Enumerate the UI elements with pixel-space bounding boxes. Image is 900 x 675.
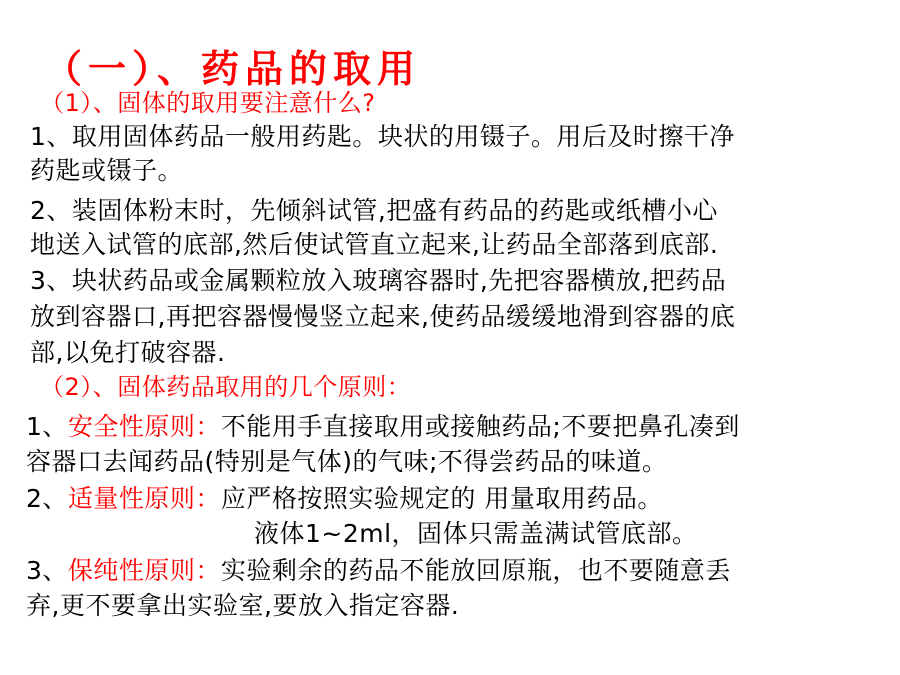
- principle3-line1: [26, 556, 731, 586]
- principle1-text2: 容器口去闻药品(特别是气体)的气味;不得尝药品的味道。: [26, 447, 668, 476]
- principle1-name: 安全性原则：: [67, 412, 221, 441]
- principle1-number: 1、: [26, 412, 68, 441]
- principle1-text1: 不能用手直接取用或接触药品;不要把鼻孔凑到: [220, 412, 740, 441]
- section1-heading: （1）、固体的取用要注意什么?: [40, 89, 376, 117]
- principle2-text1: 应严格按照实验规定的 用量取用药品。: [220, 484, 663, 513]
- principle2-line1: [26, 484, 663, 514]
- slide-title: （一）、药品的取用: [44, 47, 422, 91]
- item3-line2: 放到容器口,再把容器慢慢竖立起来,使药品缓缓地滑到容器的底: [30, 302, 736, 331]
- item2-line1: 2、装固体粉末时，先倾斜试管,把盛有药品的药匙或纸槽小心: [30, 196, 718, 225]
- principle3-number: 3、: [26, 556, 68, 585]
- item3-line1: 3、块状药品或金属颗粒放入玻璃容器时,先把容器横放,把药品: [30, 266, 727, 295]
- principle1-line1: [26, 412, 740, 442]
- principle3-text1: 实验剩余的药品不能放回原瓶，也不要随意丢: [220, 556, 731, 585]
- principle2-text2: 液体1~2ml，固体只需盖满试管底部。: [254, 519, 698, 548]
- item1-line2: 药匙或镊子。: [30, 156, 184, 185]
- principle2-name: 适量性原则：: [67, 484, 221, 513]
- principle3-name: 保纯性原则：: [67, 556, 221, 585]
- section2-heading: （2）、固体药品取用的几个原则：: [40, 373, 412, 401]
- item3-line3: 部,以免打破容器.: [30, 338, 226, 367]
- item2-line2: 地送入试管的底部,然后使试管直立起来,让药品全部落到底部.: [30, 230, 719, 259]
- principle3-text2: 弃,更不要拿出实验室,要放入指定容器.: [26, 591, 460, 620]
- principle2-number: 2、: [26, 484, 68, 513]
- item1-line1: 1、取用固体药品一般用药匙。块状的用镊子。用后及时擦干净: [30, 122, 735, 151]
